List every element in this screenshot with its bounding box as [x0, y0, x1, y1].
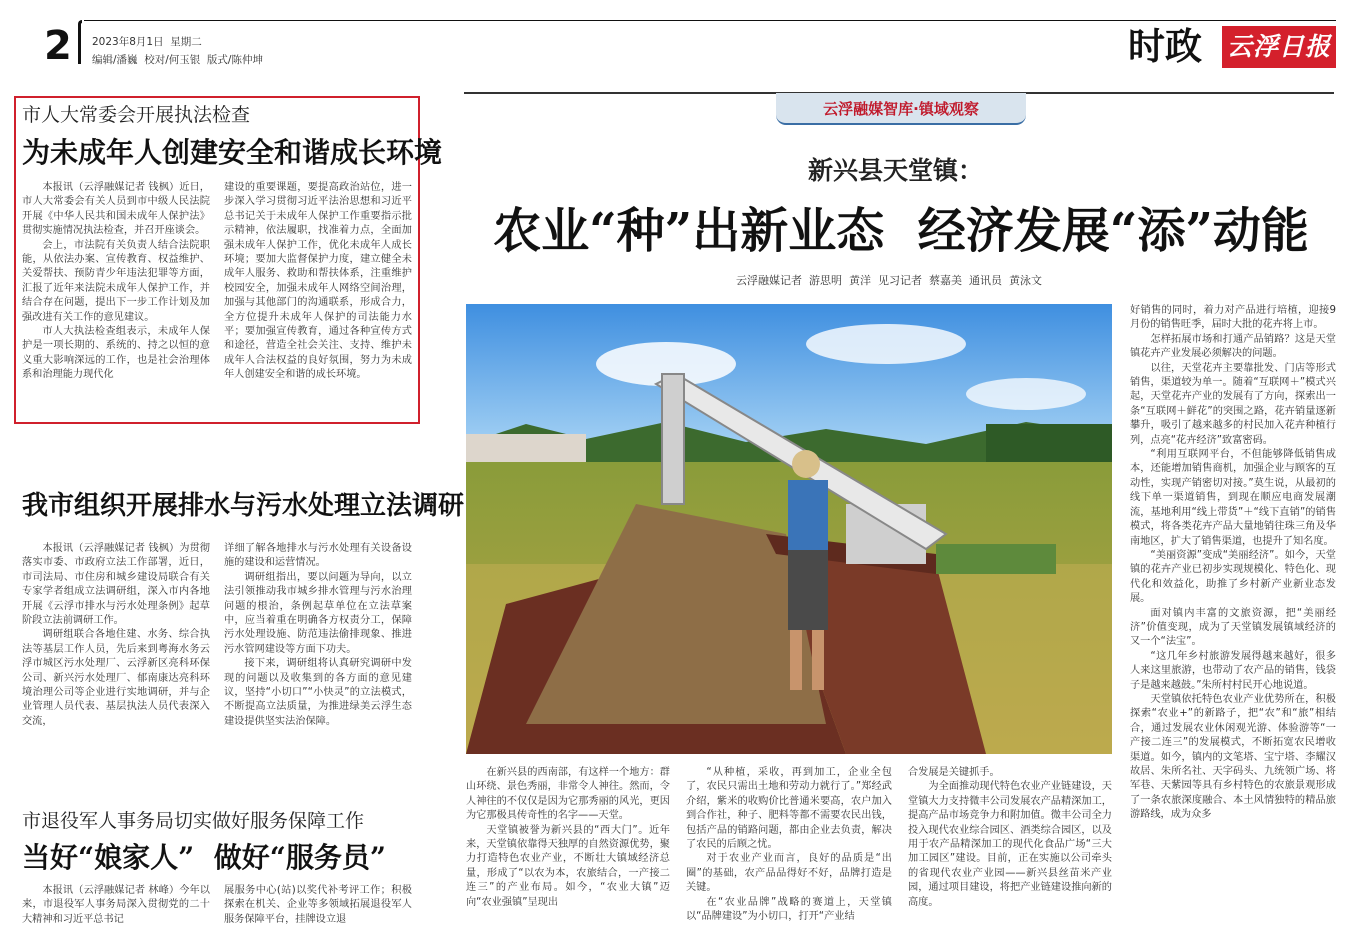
article2-col1 — [22, 542, 210, 729]
article3-para1-cont: 展服务中心(站)以奖代补考评工作；积极探索在机关、企业等多领域拓展退役军人服务保障平台，挂牌设立退 — [224, 885, 412, 925]
section-title: 时政 — [1128, 24, 1202, 68]
feature-col1 — [466, 766, 670, 932]
feature-col1-para2: 天堂镇被誉为新兴县的“西大门”。近年来，天堂镇依靠得天独厚的自然资源优势，聚力打造特色农业产业，不断壮大镇域经济总量，形成了“以农为本，农旅结合，一产接二连三”的产业布局。如今，“农业大镇”迈向“农业强镇”呈现出 — [466, 824, 670, 908]
article2-col2 — [224, 542, 412, 729]
feature-col3-para1: 合发展是关键抓手。 — [908, 767, 1000, 778]
right-col-para6: 面对镇内丰富的文旅资源，把“美丽经济”价值变现，成为了天堂镇发展镇域经济的又一个“法宝”。 — [1130, 607, 1336, 648]
date-line: 2023年8月1日 星期二 — [92, 36, 202, 48]
article1-kicker: 市人大常委会开展执法检查 — [22, 104, 251, 126]
article1-para3: 市人大执法检查组表示，未成年人保护是一项长期的、系统的、持之以恒的意义重大影响深远的工作，也是社会治理体系和治理能力现代化 — [22, 326, 210, 381]
feature-right-col — [1130, 304, 1336, 932]
right-col-para7: “这几年乡村旅游发展得越来越好，很多人来这里旅游，也带动了农产品的销售，钱袋子是越来越鼓。”朱所村村民开心地说道。 — [1130, 650, 1336, 691]
article3-col2 — [224, 884, 412, 932]
right-col-para4: “利用互联网平台，不但能够降低销售成本，还能增加销售商机，加强企业与顾客的互动性，实现产销密切对接。”莫生说，从最初的线下单一渠道销售，到现在顺应电商发展潮流，基地利用“线上带货”＋“线下直销”的销售模式，将各类花卉产品大量地销往珠三角及华南地区，扩大了销售渠道，也提升了知名度。 — [1130, 449, 1336, 547]
feature-col3-para2: 为全面推动现代特色农业产业链建设，天堂镇大力支持微丰公司发展农产品精深加工，提高产品市场竞争力和附加值。微丰公司全力投入现代农业综合园区、酒类综合园区，以及用于农产品精深加工的现代化食品广场“三大加工园区”建设。目前，正在实施以公司牵头的省现代农业产业园——新兴县丝苗米产业园，通过项目建设，将把产业链建设推向新的高度。 — [908, 781, 1112, 908]
article3-col1 — [22, 884, 210, 932]
feature-banner-label: 云浮融媒智库·镇域观察 — [823, 100, 979, 118]
feature-col2-para3: 在“农业品牌”战略的赛道上，天堂镇以“品牌建设”为小切口，打开“产业结 — [686, 896, 892, 923]
article1-para3-cont: 建设的重要课题，要提高政治站位，进一步深入学习贯彻习近平法治思想和习近平总书记关于未成年人保护工作重要指示批示精神，依法履职，找准着力点，全面加强未成年人保护工作，优化未成年人成长环境；要加大监督保护力度，建立健全未成年人服务、救助和帮扶体系，注重维护校园安全，加强未成年人网络空间治理，加强与其他部门的沟通联系，形成合力，全方位提升未成年人保护的司法能力水平；要加强宣传教育，通过各种宣传方式和途径，营造全社会关注、支持、维护未成年人合法权益的良好氛围，努力为未成年人创建安全和谐的成长环境。 — [224, 182, 412, 381]
article3-kicker: 市退役军人事务局切实做好服务保障工作 — [22, 810, 365, 832]
right-col-para2: 怎样拓展市场和打通产品销路？这是天堂镇花卉产业发展必须解决的问题。 — [1130, 333, 1336, 360]
header-divider-left — [78, 20, 82, 64]
article2-para1: 本报讯（云浮融媒记者 钱枫）为贯彻落实市委、市政府立法工作部署，近日，市司法局、市住房和城乡建设局联合有关专家学者组成立法调研组，深入市内各地开展《云浮市排水与污水处理条例》起草阶段立法前调研工作。 — [22, 543, 210, 627]
article3-headline: 当好“娘家人” 做好“服务员” — [22, 841, 386, 874]
right-col-para3: 以往，天堂花卉主要靠批发、门店等形式销售，渠道较为单一。随着“互联网＋”模式兴起，天堂花卉产业的发展有了方向，探索出一条“互联网＋鲜花”的突围之路，花卉销量逐新攀升，吸引了越来越多的村民加入花卉种植行列，点亮“花卉经济”致富密码。 — [1130, 362, 1336, 446]
article2-para2-cont: 详细了解各地排水与污水处理有关设备设施的建设和运营情况。 — [224, 543, 412, 569]
feature-col1-para1: 在新兴县的西南部，有这样一个地方：群山环绕、景色秀丽，非常令人神往。然而，令人神往的不仅仅是因为它那秀丽的风光，更因为它那极具传奇性的名字——天堂。 — [466, 767, 670, 822]
harvest-photo-image — [466, 304, 1112, 754]
newspaper-logo: 云浮日报 — [1222, 26, 1336, 68]
article1-headline: 为未成年人创建安全和谐成长环境 — [22, 136, 443, 169]
feature-col3 — [908, 766, 1112, 932]
right-col-para5: “美丽资源”变成“美丽经济”。如今，天堂镇的花卉产业已初步实现规模化、特色化、现代化和效益化，助推了乡村新产业新业态发展。 — [1130, 549, 1336, 605]
feature-photo — [466, 304, 1112, 754]
feature-col2-para2: 对于农业产业而言，良好的品质是“出圈”的基础，农产品品得好不好，品牌打造是关键。 — [686, 853, 892, 894]
feature-col2 — [686, 766, 892, 932]
header-rule — [84, 20, 1336, 21]
article1-col2 — [224, 181, 412, 383]
article1-para2: 会上，市法院有关负责人结合法院职能，从依法办案、宣传教育、权益维护、关爱帮扶、预防青少年违法犯罪等方面，汇报了近年来法院未成年人保护工作，并结合存在问题，提出下一步工作计划及加强改进有关工作的意见建议。 — [22, 239, 210, 323]
right-col-para1: 好销售的同时，着力对产品进行培植，迎接9月份的销售旺季，届时大批的花卉将上市。 — [1130, 305, 1336, 331]
feature-headline: 农业“种”出新业态 经济发展“添”动能 — [493, 203, 1309, 259]
article1-col1 — [22, 181, 210, 383]
article2-headline: 我市组织开展排水与污水处理立法调研 — [22, 491, 465, 521]
article1-para1: 本报讯（云浮融媒记者 钱枫）近日，市人大常委会有关人员到市中级人民法院开展《中华人民共和国未成年人保护法》贯彻实施情况执法检查，并召开座谈会。 — [22, 182, 210, 237]
right-col-para8: 天堂镇依托特色农业产业优势所在，积极探索“农业+”的新路子，把“农”和“旅”相结合，通过发展农业休闲观光游、体验游等“一产接二连三”的发展模式，不断拓宽农民增收渠道。如今，镇内的文笔塔、宝宁塔、李耀汉故居、朱所名社、天字码头、九统领广场、将军巷、天紫园等具有乡村特色的农旅景观形成了一条农旅深度融合、本土风情独特的精品旅游路线，成为众多 — [1130, 693, 1336, 821]
article2-para3: 调研组指出，要以问题为导向，以立法引领推动我市城乡排水管理与污水治理问题的根治，条例起草单位在立法草案中，应当着重在明确各方权责分工，保障污水处理设施、防范违法偷排现象、推进污水管网建设等方面下功夫。 — [224, 571, 412, 655]
article2-para4: 接下来，调研组将认真研究调研中发现的问题以及收集到的各方面的意见建议，坚持“小切口”“小快灵”的立法模式，不断提高立法质量，为推进绿美云浮生态建设提供坚实法治保障。 — [224, 658, 412, 727]
feature-byline: 云浮融媒记者 游思明 黄洋 见习记者 蔡嘉美 通讯员 黄泳文 — [736, 274, 1042, 287]
article3-para1: 本报讯（云浮融媒记者 林峰）今年以来，市退役军人事务局深入贯彻党的二十大精神和习近平总书记 — [22, 885, 210, 925]
feature-banner — [776, 93, 1026, 125]
page-number: 2 — [44, 23, 72, 69]
feature-col2-para1: “从种植，采收，再到加工，企业全包了，农民只需出土地和劳动力就行了。”郑经武介绍，紫米的收购价比普通米要高，农户加入到合作社，种子、肥料等都不需要农民出钱，包括产品的销路问题，都由企业去负责，解决了农民的后顾之忧。 — [686, 767, 892, 851]
article2-para2: 调研组联合各地住建、水务、综合执法等基层工作人员，先后来到粤海水务云浮市城区污水处理厂、云浮新区亮科环保公司、新兴污水处理厂、郁南康达亮科环境治理公司等企业进行实地调研，并与企业管理人员代表、基层执法人员代表深入交流， — [22, 629, 210, 727]
editors-line: 编辑/潘巍 校对/何玉银 版式/陈仲坤 — [92, 54, 263, 66]
feature-subtitle: 新兴县天堂镇： — [808, 156, 984, 185]
